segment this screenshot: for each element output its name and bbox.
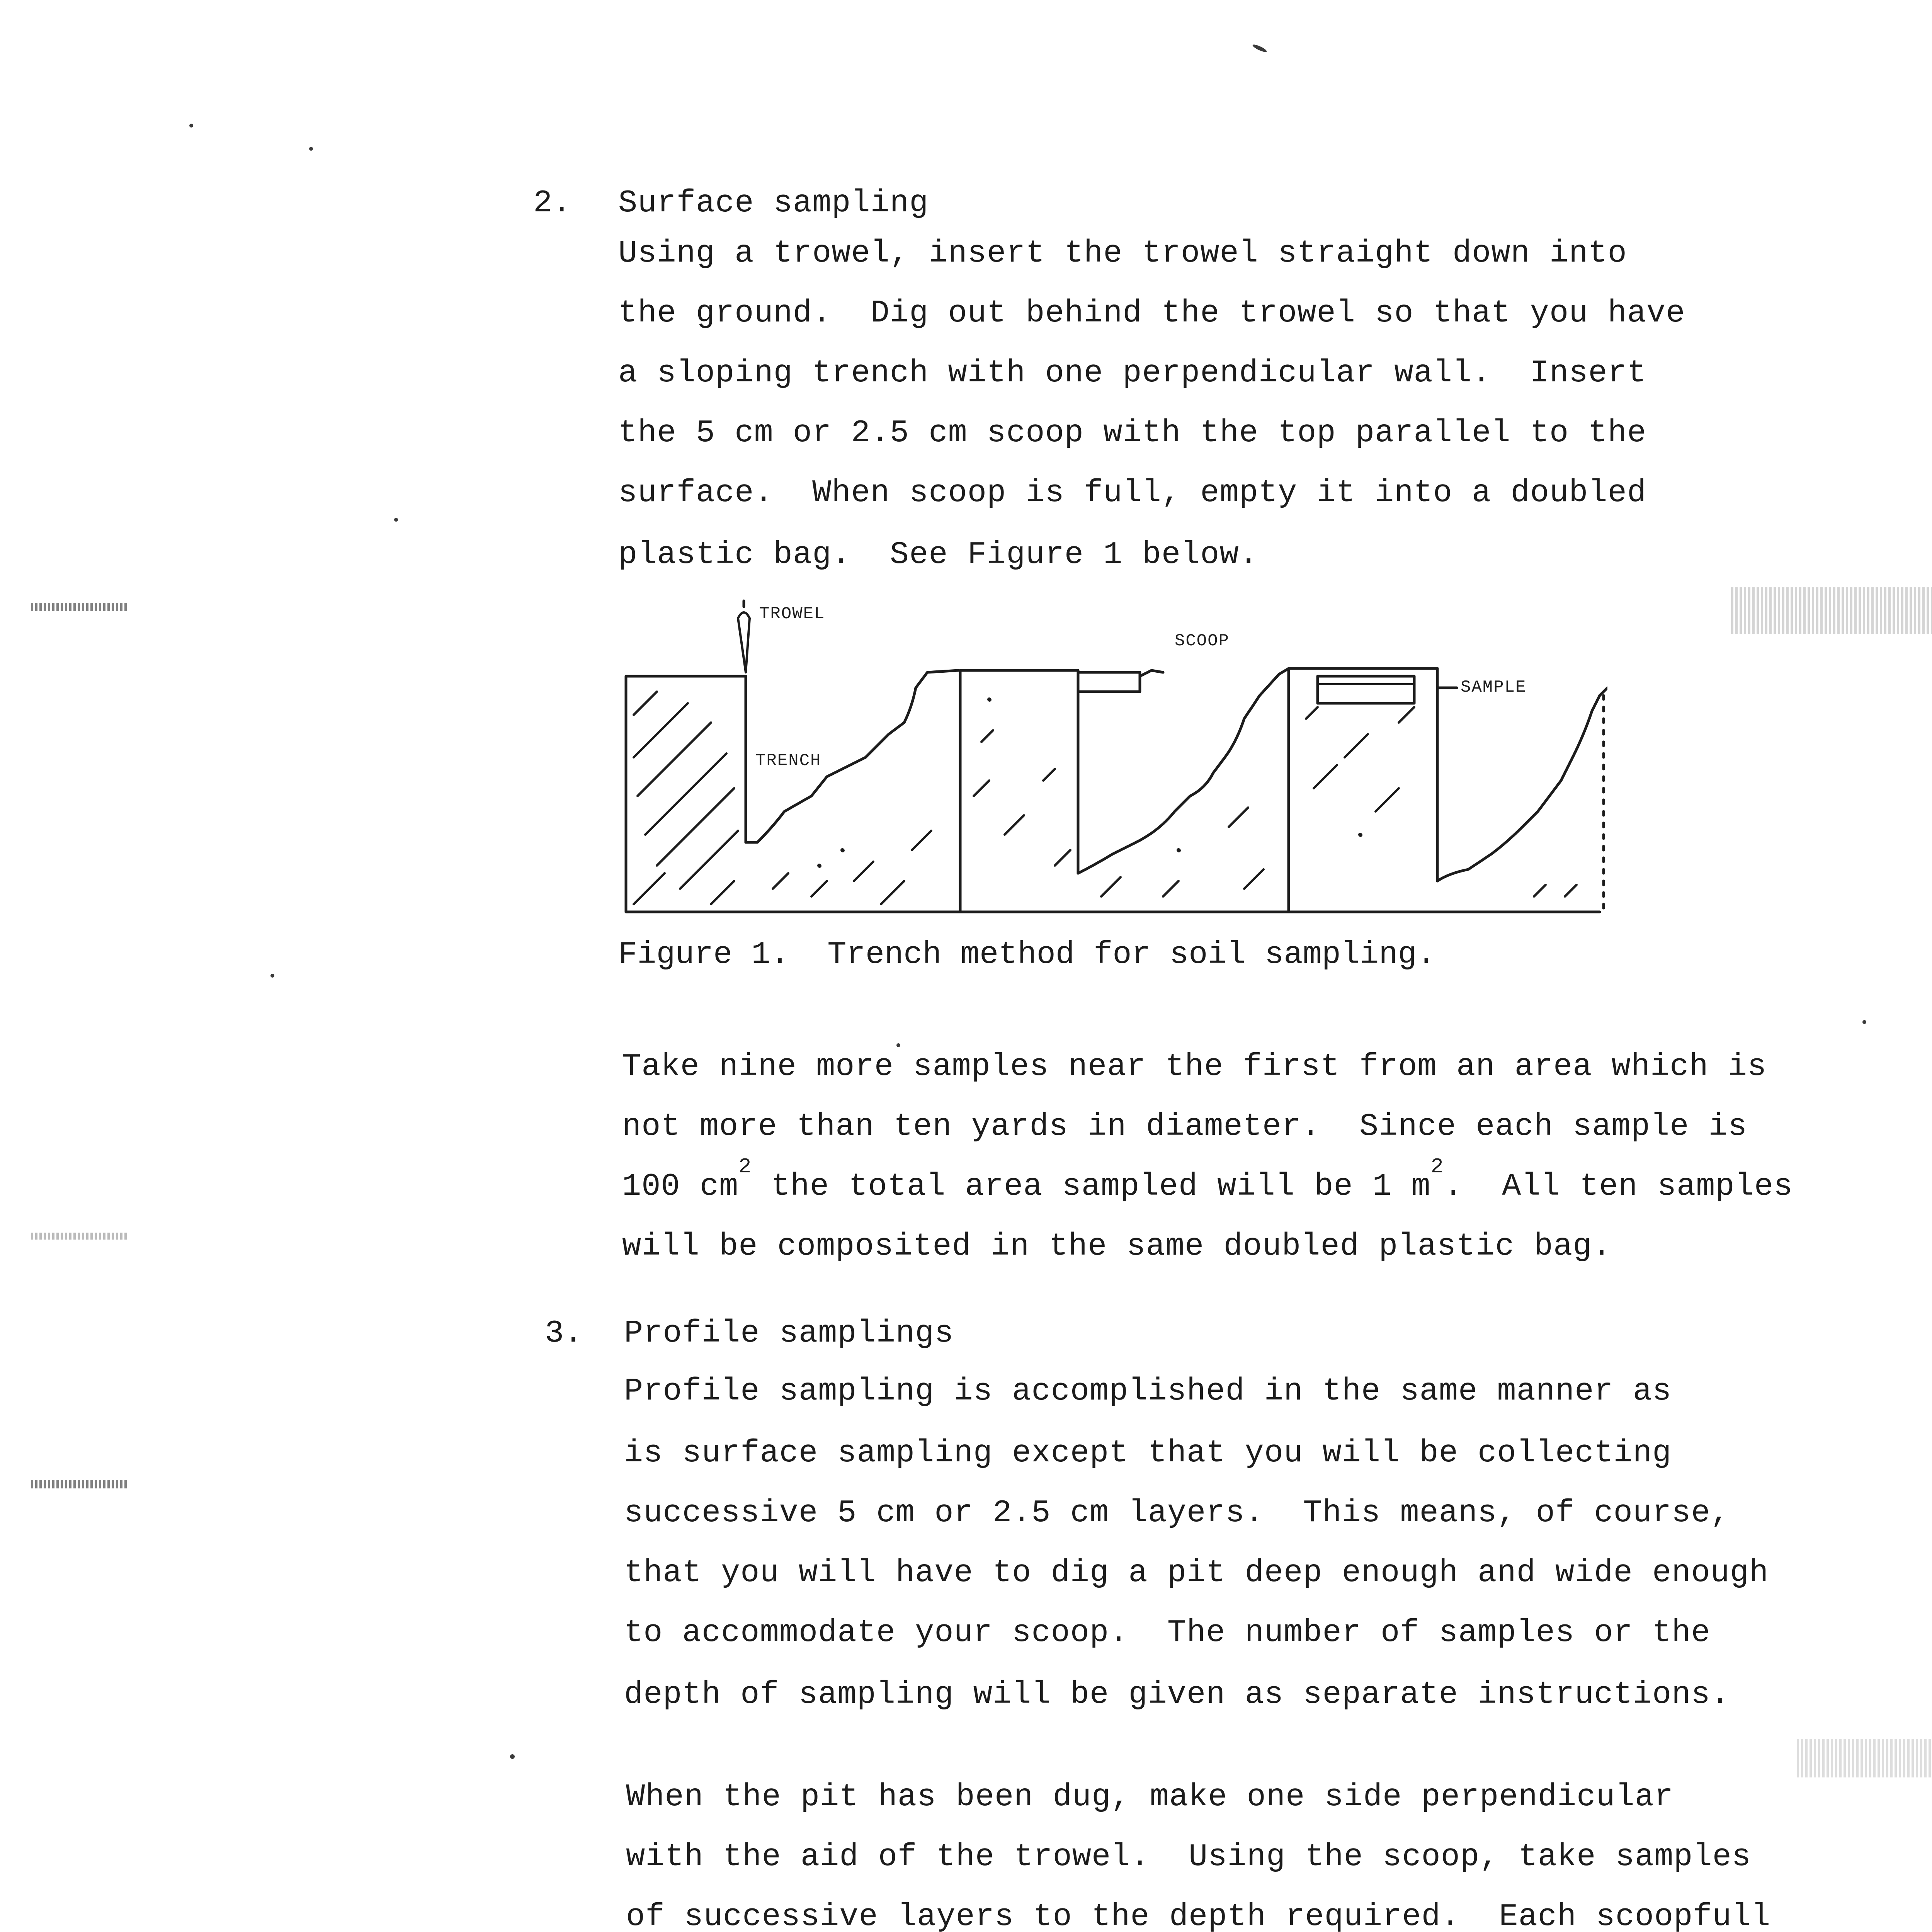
scan-artifact [31, 1480, 128, 1488]
section-2-line: Using a trowel, insert the trowel straight down into [618, 235, 1627, 271]
text-run: the total area sampled will be 1 m [752, 1168, 1431, 1204]
paragraph-line: with the aid of the trowel. Using the scoop, take samples [626, 1839, 1752, 1875]
section-2-line: the 5 cm or 2.5 cm scoop with the top parallel to the [618, 415, 1647, 451]
section-3-line: successive 5 cm or 2.5 cm layers. This means, of course, [624, 1495, 1730, 1531]
label-sample: SAMPLE [1461, 678, 1527, 697]
section-2-line: plastic bag. See Figure 1 below. [618, 537, 1259, 573]
scan-speck [189, 124, 193, 128]
scan-artifact [31, 603, 128, 611]
scan-speck [309, 147, 313, 151]
text-run: . All ten samples [1444, 1168, 1793, 1204]
scan-mark [1252, 43, 1267, 53]
scan-speck [510, 1754, 515, 1759]
section-2-line: surface. When scoop is full, empty it into a doubled [618, 475, 1647, 511]
section-3-line: that you will have to dig a pit deep enough and wide enough [624, 1555, 1769, 1591]
paragraph-line: Take nine more samples near the first from an area which is [622, 1049, 1767, 1085]
section-3-line: depth of sampling will be given as separate instructions. [624, 1677, 1730, 1713]
section-3-number: 3. [545, 1315, 583, 1351]
section-3-line: is surface sampling except that you will be collecting [624, 1435, 1672, 1471]
paragraph-line: not more than ten yards in diameter. Since each sample is [622, 1109, 1748, 1145]
paragraph-line-with-units [622, 1155, 1793, 1204]
figure-1-diagram [611, 595, 1607, 920]
paragraph-line: When the pit has been dug, make one side perpendicular [626, 1779, 1674, 1815]
scan-speck [1862, 1020, 1866, 1024]
paragraph-line: of successive layers to the depth required. Each scoopfull [626, 1899, 1771, 1932]
scan-speck [270, 974, 274, 978]
section-2-line: a sloping trench with one perpendicular wall. Insert [618, 355, 1647, 391]
figure-1-caption: Figure 1. Trench method for soil sampling. [618, 937, 1436, 973]
text-run: 100 cm [622, 1168, 739, 1204]
section-3-line: to accommodate your scoop. The number of samples or the [624, 1615, 1711, 1651]
scan-artifact [31, 1233, 128, 1240]
section-2-heading: Surface sampling [618, 185, 929, 221]
scan-artifact [1797, 1739, 1932, 1777]
superscript: 2 [738, 1155, 752, 1179]
scan-artifact [1731, 587, 1932, 634]
section-3-heading: Profile samplings [624, 1315, 954, 1351]
scan-speck [896, 1043, 900, 1047]
scan-speck [394, 518, 398, 522]
label-trowel: TROWEL [759, 604, 825, 624]
section-2-line: the ground. Dig out behind the trowel so that you have [618, 295, 1685, 331]
superscript: 2 [1430, 1155, 1444, 1179]
section-3-line: Profile sampling is accomplished in the same manner as [624, 1373, 1672, 1409]
label-scoop: SCOOP [1175, 631, 1230, 651]
paragraph-line: will be composited in the same doubled plastic bag. [622, 1228, 1612, 1264]
section-2-number: 2. [533, 185, 571, 221]
label-trench: TRENCH [755, 751, 821, 770]
